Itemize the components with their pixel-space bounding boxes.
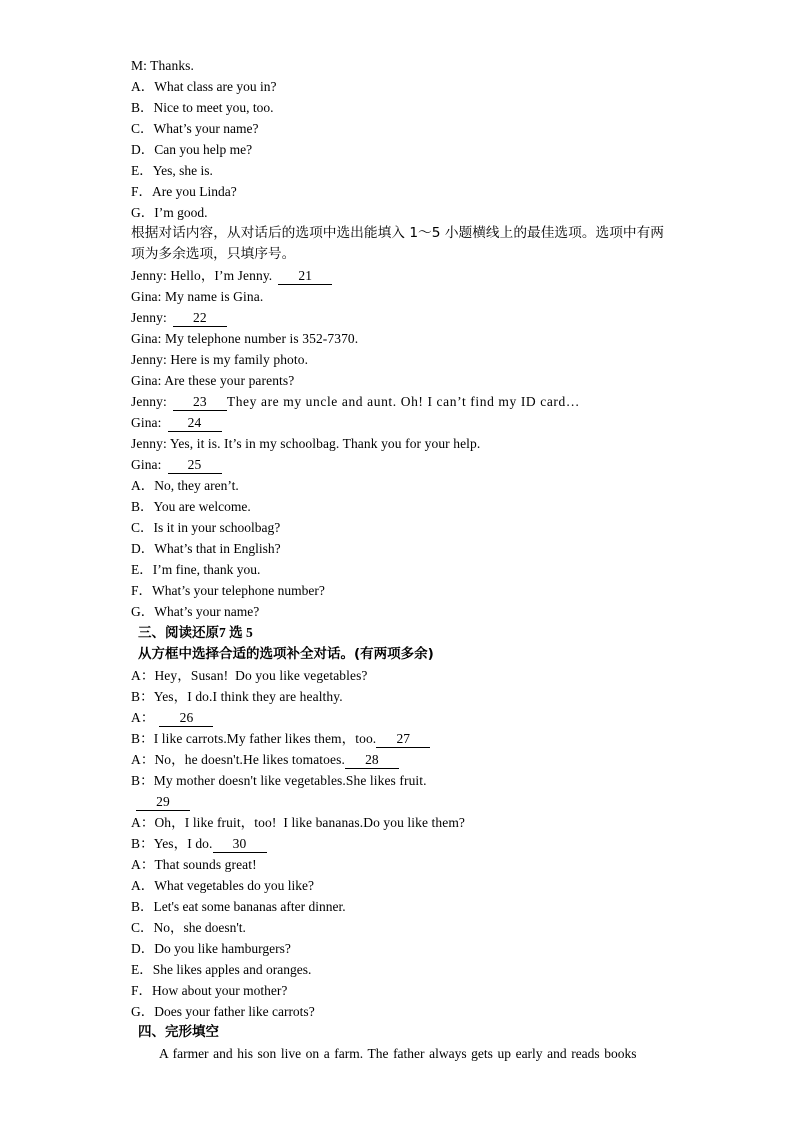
- dialogue-line: [131, 686, 664, 707]
- answer-blank-26[interactable]: 26: [159, 710, 213, 727]
- dialogue-line: [131, 791, 664, 812]
- dialogue-text: Yes，I do.I think they are healthy.: [153, 689, 343, 704]
- section-three-heading-number: 7 选 5: [219, 625, 253, 640]
- dialogue-line: [131, 833, 664, 854]
- dialogue-trailing-text: They are my uncle and aunt. Oh! I can’t find my ID card…: [226, 394, 580, 409]
- dialogue-line: Gina: My telephone number is 352-7370.: [131, 331, 359, 346]
- dialogue-speaker: A：: [131, 857, 155, 872]
- dialogue-line: [131, 391, 664, 412]
- section-three-heading: [138, 622, 664, 644]
- option-item: F．How about your mother?: [131, 983, 288, 998]
- dialogue-line: [131, 307, 664, 328]
- answer-blank-23[interactable]: 23: [173, 394, 227, 411]
- document-body: [131, 55, 664, 1064]
- dialogue-speaker: A：: [131, 815, 155, 830]
- dialogue-speaker: B：: [131, 731, 154, 746]
- answer-blank-24[interactable]: 24: [168, 415, 222, 432]
- dialogue-speaker-text: Jenny:: [131, 394, 167, 409]
- dialogue-line: [131, 412, 664, 433]
- section-four-heading: 四、完形填空: [138, 1024, 219, 1040]
- option-item: D．Do you like hamburgers?: [131, 941, 291, 956]
- dialogue-speaker: B：: [131, 689, 154, 704]
- dialogue-line: [131, 749, 664, 770]
- dialogue-line: [131, 812, 664, 833]
- option-item: A．What class are you in?: [131, 79, 277, 94]
- dialogue-speaker-text: Jenny:: [131, 310, 167, 325]
- option-item: D．Can you help me?: [131, 142, 253, 157]
- option-item: D．What’s that in English?: [131, 541, 281, 556]
- dialogue-line: [131, 454, 664, 475]
- option-item: B．You are welcome.: [131, 499, 251, 514]
- dialogue-line: Gina: Are these your parents?: [131, 373, 295, 388]
- option-item: C．Is it in your schoolbag?: [131, 520, 281, 535]
- dialogue-text: I like carrots.My father likes them，too.: [153, 731, 377, 746]
- answer-blank-29[interactable]: 29: [136, 794, 190, 811]
- answer-blank-28[interactable]: 28: [345, 752, 399, 769]
- dialogue-line: [131, 728, 664, 749]
- dialogue-line: [131, 665, 664, 686]
- answer-blank-25[interactable]: 25: [168, 457, 222, 474]
- option-item: G．What’s your name?: [131, 604, 260, 619]
- dialogue-text: My mother doesn't like vegetables.She likes fruit.: [153, 773, 427, 788]
- option-item: G．Does your father like carrots?: [131, 1004, 315, 1019]
- answer-blank-30[interactable]: 30: [213, 836, 267, 853]
- dialogue-speaker-text: Jenny: Hello，I’m Jenny.: [131, 268, 273, 283]
- dialogue-speaker: A：: [131, 710, 155, 725]
- dialogue-speaker: B：: [131, 836, 154, 851]
- dialogue-speaker: B：: [131, 773, 154, 788]
- dialogue-speaker-text: Gina:: [131, 457, 162, 472]
- answer-blank-22[interactable]: 22: [173, 310, 227, 327]
- dialogue-line: [131, 707, 664, 728]
- dialogue-text: No，he doesn't.He likes tomatoes.: [154, 752, 345, 767]
- dialogue-text: Yes，I do.: [153, 836, 213, 851]
- option-item: A．No, they aren’t.: [131, 478, 239, 493]
- dialogue-line: [131, 265, 664, 286]
- dialogue-speaker: A：: [131, 668, 155, 683]
- option-item: C．What’s your name?: [131, 121, 259, 136]
- dialogue-text: Hey，Susan! Do you like vegetables?: [154, 668, 368, 683]
- option-item: E．Yes, she is.: [131, 163, 213, 178]
- option-item: E．She likes apples and oranges.: [131, 962, 312, 977]
- section-three-subheading: 从方框中选择合适的选项补全对话。(有两项多余): [138, 646, 434, 662]
- option-item: E．I’m fine, thank you.: [131, 562, 261, 577]
- dialogue-speaker: A：: [131, 752, 155, 767]
- dialogue-line: [131, 770, 664, 791]
- instruction-paragraph: 根据对话内容，从对话后的选项中选出能填入 1～5 小题横线上的最佳选项。选项中有两项为多余选项，只填序号。: [131, 225, 664, 262]
- option-item: A．What vegetables do you like?: [131, 878, 314, 893]
- option-item: G．I’m good.: [131, 205, 208, 220]
- dialogue-text: Oh，I like fruit，too! I like bananas.Do you like them?: [154, 815, 466, 830]
- dialogue-tail-line: M: Thanks.: [131, 58, 195, 73]
- dialogue-line: Gina: My name is Gina.: [131, 289, 264, 304]
- option-item: F．What’s your telephone number?: [131, 583, 325, 598]
- cloze-paragraph: A farmer and his son live on a farm. The father always gets up early and reads books: [159, 1046, 637, 1061]
- dialogue-speaker-text: Gina:: [131, 415, 162, 430]
- option-item: C．No，she doesn't.: [131, 920, 246, 935]
- dialogue-text: That sounds great!: [154, 857, 257, 872]
- option-item: F．Are you Linda?: [131, 184, 237, 199]
- answer-blank-27[interactable]: 27: [376, 731, 430, 748]
- option-item: B．Let's eat some bananas after dinner.: [131, 899, 346, 914]
- section-three-heading-label: 三、阅读还原: [138, 625, 219, 641]
- answer-blank-21[interactable]: 21: [278, 268, 332, 285]
- option-item: B．Nice to meet you, too.: [131, 100, 274, 115]
- dialogue-line: [131, 854, 664, 875]
- dialogue-line: Jenny: Yes, it is. It’s in my schoolbag. Thank you for your help.: [131, 436, 481, 451]
- dialogue-line: Jenny: Here is my family photo.: [131, 352, 309, 367]
